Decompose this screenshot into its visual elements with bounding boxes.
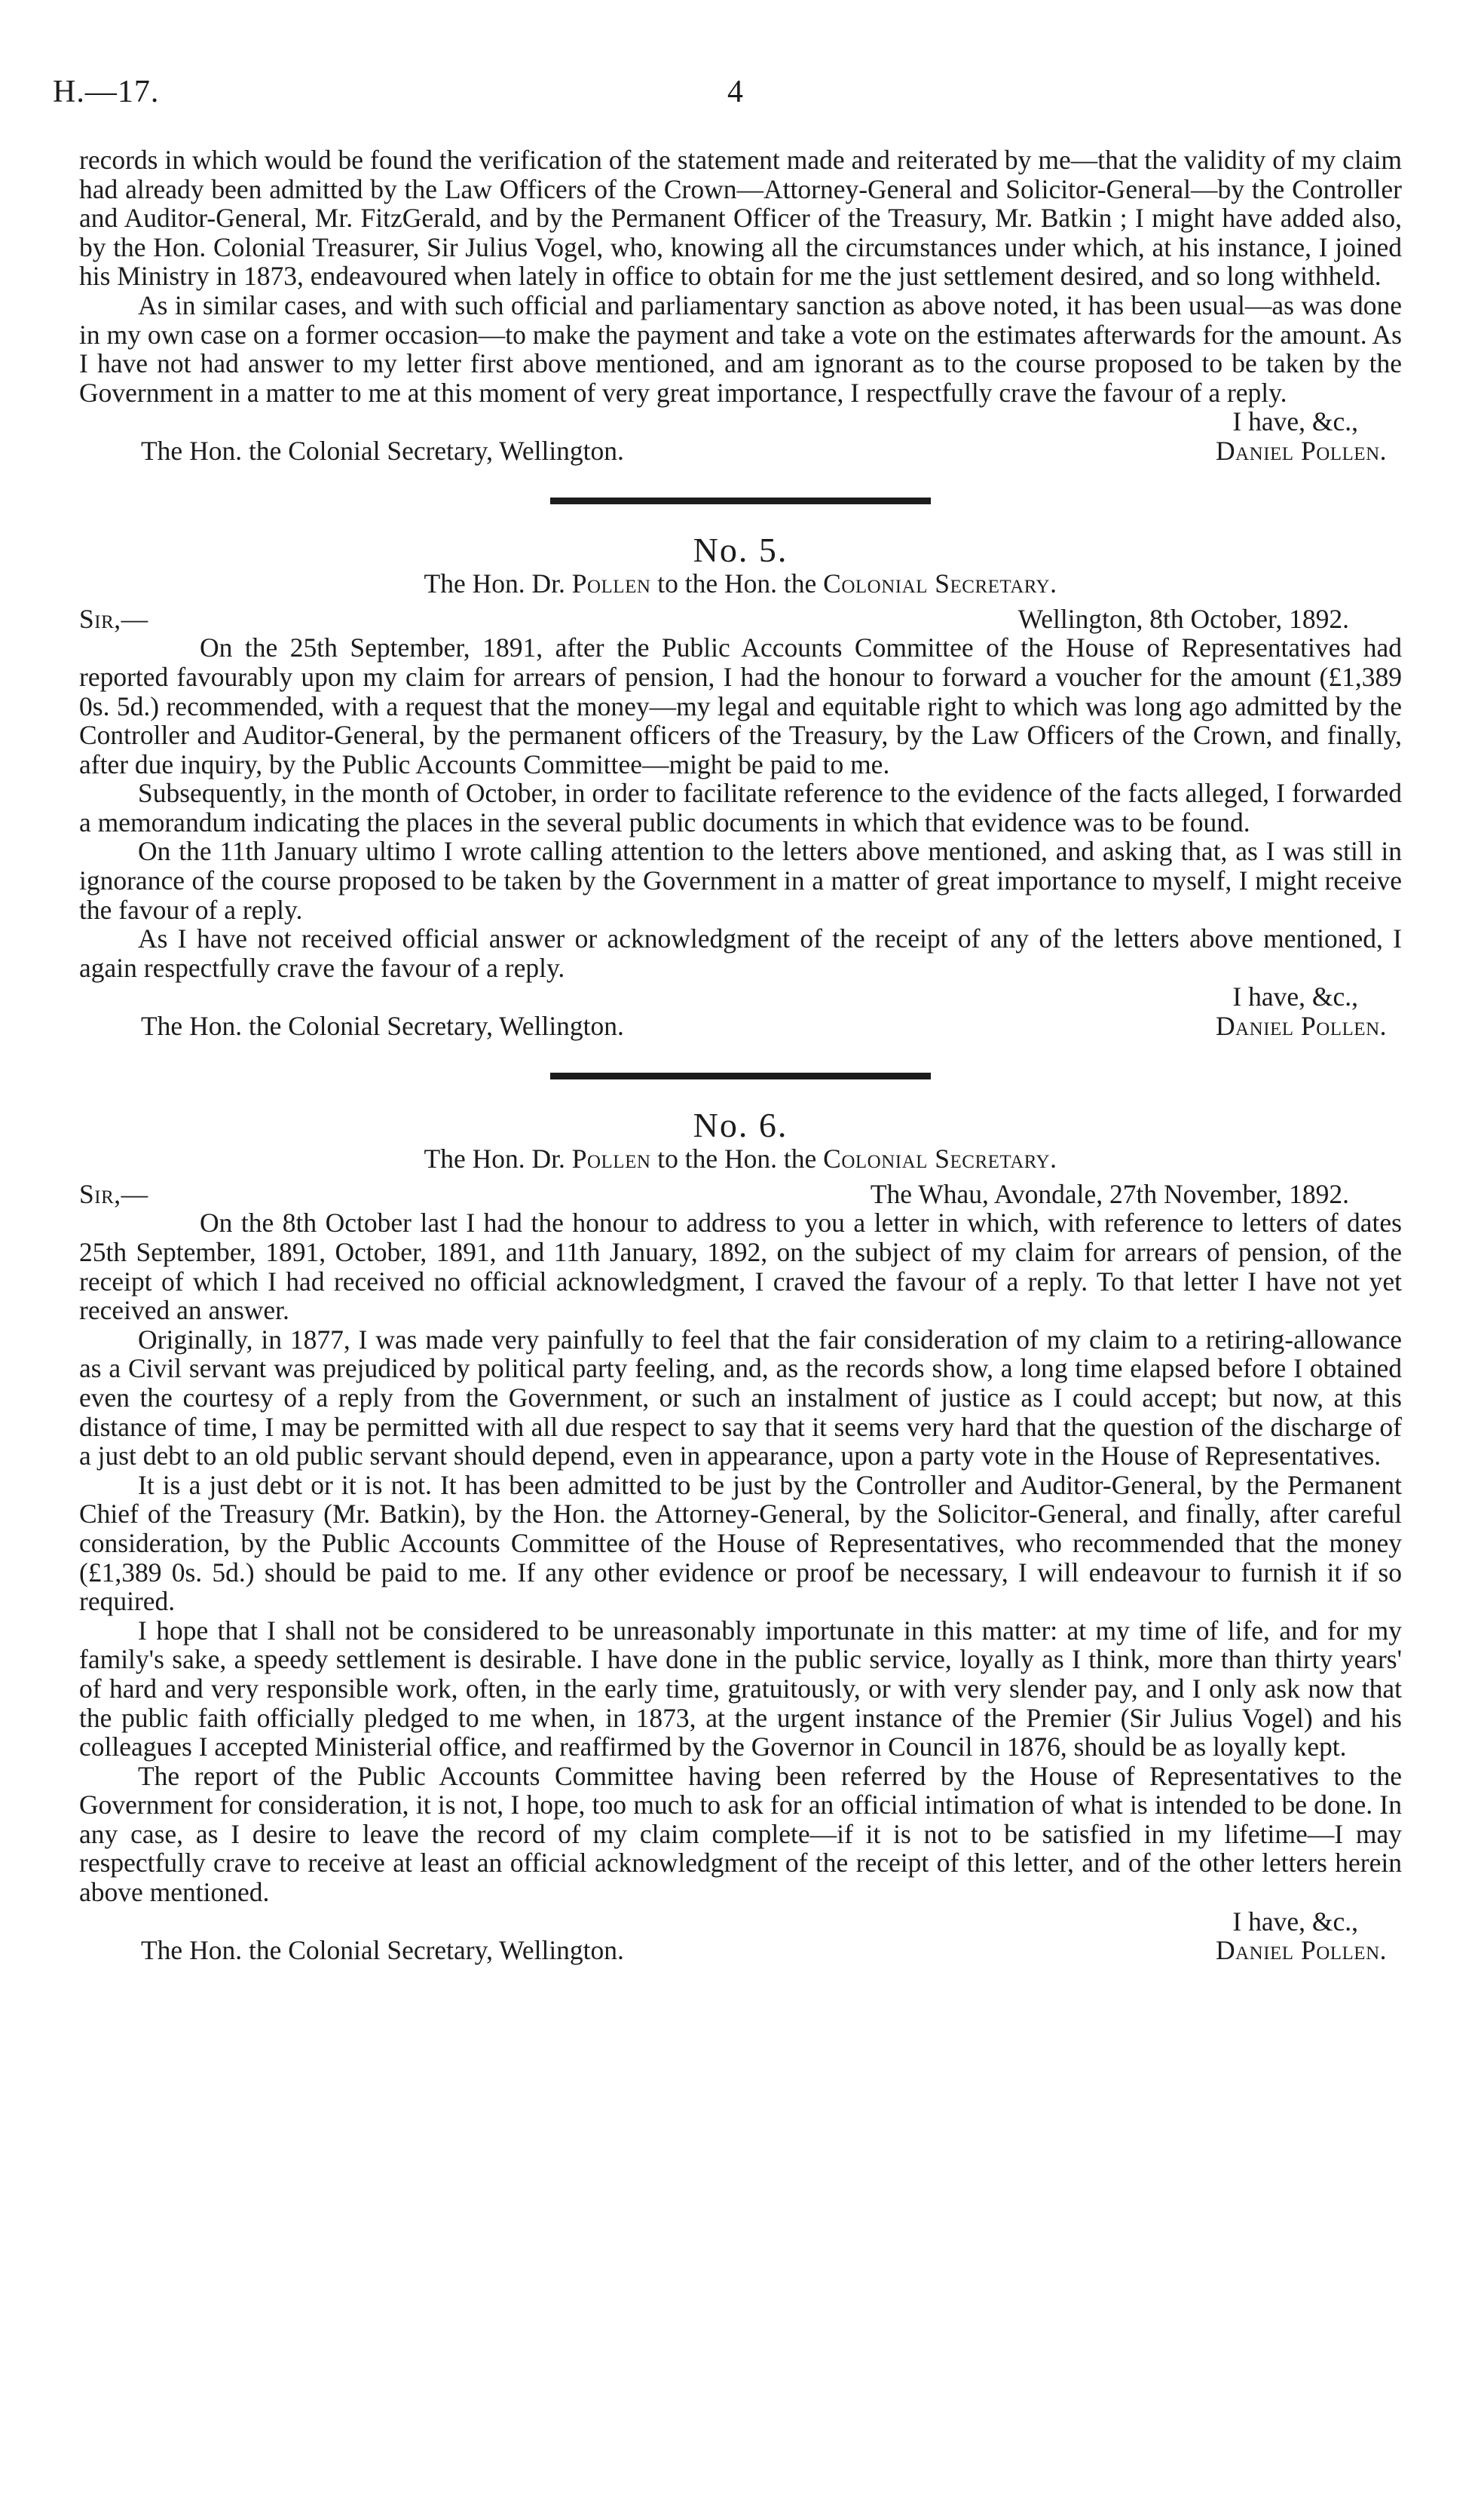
paragraph: It is a just debt or it is not. It has been admitted to be just by the Controller and Auditor-General, by the Permanent Chief of the Treasury (Mr. Batkin), by the Hon. the Attorney-General, by the Solicitor-General, and finally, after careful consideration, by the Public Accounts Committee of the House of Representatives, who recommended that the money (£1,389 0s. 5d.) should be paid to me. If any other evidence or proof be necessary, I will endeavour to furnish it if so required. <box>79 1469 1402 1617</box>
paragraph: Originally, in 1877, I was made very painfully to feel that the fair consideration of my claim to a retiring-allowance as a Civil servant was prejudiced by political party feeling, and, as the records show, a long time elapsed before I obtained even the courtesy of a reply from the Government, or such an instalment of justice as I could accept; but now, at this distance of time, I may be permitted with all due respect to say that it seems very hard that the question of the discharge of a just debt to an old public servant should depend, even in appearance, upon a party vote in the House of Representatives. <box>79 1324 1402 1471</box>
addressee: The Hon. the Colonial Secretary, Wellington. <box>141 435 624 466</box>
salutation-line <box>79 1180 1402 1209</box>
place-date: Wellington, 8th October, 1892. <box>1017 603 1349 634</box>
paper-code: H.—17. <box>53 75 160 109</box>
signature: Daniel Pollen. <box>1215 1935 1387 1966</box>
paragraph: On the 25th September, 1891, after the Public Accounts Committee of the House of Representatives had reported favourably upon my claim for arrears of pension, I had the honour to forward a voucher for the amount (£1,389 0s. 5d.) recommended, with a request that the money—my legal and equitable right to which was long ago admitted by the Controller and Auditor-General, by the permanent officers of the Treasury, by the Law Officers of the Crown, and finally, after due inquiry, by the Public Accounts Committee—might be paid to me. <box>79 632 1402 779</box>
closing: I have, &c., <box>1232 981 1358 1012</box>
letter-number: No. 5. <box>693 530 788 569</box>
salutation-line <box>79 605 1402 634</box>
letter-subtitle: The Hon. Dr. Pollen to the Hon. the Colonial Secretary. <box>424 1144 1057 1174</box>
salutation: Sir,— <box>79 1178 148 1209</box>
section-divider <box>550 1073 931 1079</box>
page-content <box>79 145 1402 1965</box>
paragraph: The report of the Public Accounts Committee having been referred by the House of Representatives to the Government for consideration, it is not, I hope, too much to ask for an official intimation of what is intended to be done. In any case, as I desire to leave the record of my claim complete—if it is not to be satisfied in my lifetime—I may respectfully crave to receive at least an official acknowledgment of the receipt of this letter, and of the other letters herein above mentioned. <box>79 1760 1402 1908</box>
paragraph: I hope that I shall not be considered to be unreasonably importunate in this matter: at my time of life, and for my family's sake, a speedy settlement is desirable. I have done in the public service, loyally as I think, more than thirty years' of hard and very responsible work, often, in the early time, gratuitously, or with very slender pay, and I only ask now that the public faith officially pledged to me when, in 1873, at the urgent instance of the Premier (Sir Julius Vogel) and his colleagues I accepted Ministerial office, and reaffirmed by the Governor in Council in 1876, should be as loyally kept. <box>79 1615 1402 1762</box>
paragraph: As I have not received official answer or acknowledgment of the receipt of any of the letters above mentioned, I again respectfully crave the favour of a reply. <box>79 923 1402 983</box>
addressee: The Hon. the Colonial Secretary, Wellington. <box>141 1935 624 1966</box>
letter-no-6 <box>79 1105 1402 1966</box>
letter-no-5 <box>79 530 1402 1042</box>
paragraph: On the 8th October last I had the honour to address to you a letter in which, with reference to letters of dates 25th September, 1891, October, 1891, and 11th January, 1892, on the subject of my claim for arrears of pension, of the receipt of which I had received no official acknowledgment, I craved the favour of a reply. To that letter I have not yet received an answer. <box>79 1208 1402 1326</box>
signature: Daniel Pollen. <box>1215 435 1387 466</box>
page-number: 4 <box>727 75 743 109</box>
address-line <box>79 1936 1402 1965</box>
addressee: The Hon. the Colonial Secretary, Wellington. <box>141 1011 624 1042</box>
address-line <box>79 436 1402 466</box>
letter-subtitle: The Hon. Dr. Pollen to the Hon. the Colonial Secretary. <box>424 568 1057 599</box>
signature: Daniel Pollen. <box>1215 1011 1387 1042</box>
paragraph: Subsequently, in the month of October, in order to facilitate reference to the evidence of the facts alleged, I forwarded a memorandum indicating the places in the several public documents in which that evidence was to be found. <box>79 778 1402 837</box>
address-line <box>79 1012 1402 1041</box>
closing: I have, &c., <box>1232 406 1358 437</box>
closing: I have, &c., <box>1232 1906 1358 1937</box>
section-divider <box>550 498 931 504</box>
letter-number: No. 6. <box>693 1105 788 1144</box>
salutation: Sir,— <box>79 603 148 634</box>
paragraph: As in similar cases, and with such official and parliamentary sanction as above noted, it has been usual—as was done in my own case on a former occasion—to make the payment and take a vote on the estimates afterwards for the amount. As I have not had answer to my letter first above mentioned, and am ignorant as to the course proposed to be taken by the Government in a matter to me at this moment of very great importance, I respectfully crave the favour of a reply. <box>79 289 1402 408</box>
place-date: The Whau, Avondale, 27th November, 1892. <box>870 1178 1349 1209</box>
paragraph: records in which would be found the verification of the statement made and reiterated by me—that the validity of my claim had already been admitted by the Law Officers of the Crown—Attorney-General and Solicitor-General—by the Controller and Auditor-General, Mr. FitzGerald, and by the Permanent Officer of the Treasury, Mr. Batkin ; I might have added also, by the Hon. Colonial Treasurer, Sir Julius Vogel, who, knowing all the circumstances under which, at his instance, I joined his Ministry in 1873, endeavoured when lately in office to obtain for me the just settlement desired, and so long withheld. <box>79 145 1402 292</box>
continued-letter <box>79 145 1402 466</box>
paragraph: On the 11th January ultimo I wrote calling attention to the letters above mentioned, and asking that, as I was still in ignorance of the course proposed to be taken by the Government in a matter of great importance to myself, I might receive the favour of a reply. <box>79 836 1402 925</box>
page-header <box>53 74 1418 119</box>
